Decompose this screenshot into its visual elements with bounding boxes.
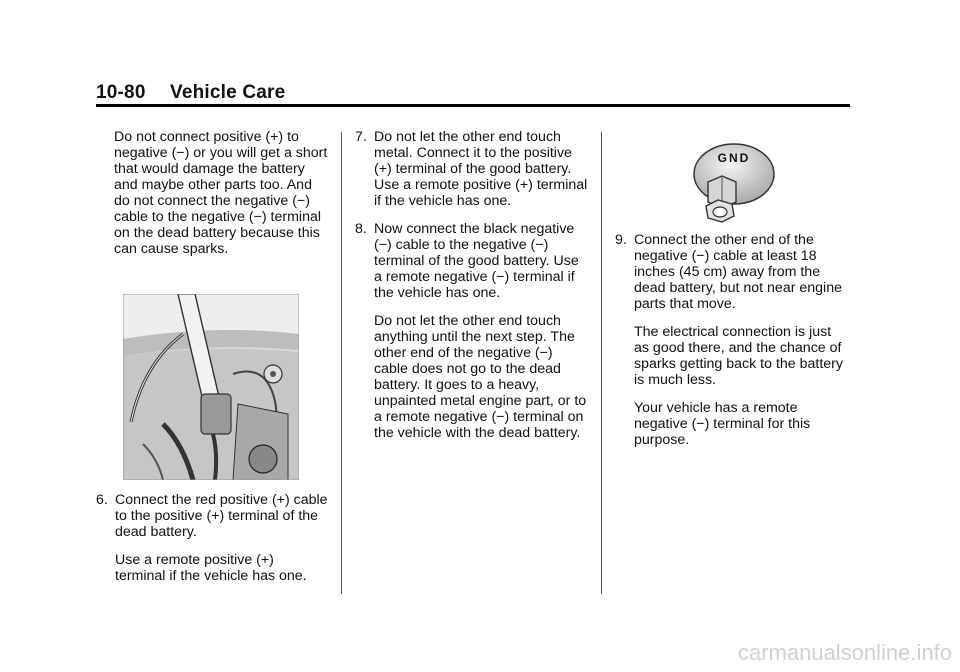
section-title: Vehicle Care (170, 82, 286, 103)
step-9-note-2: Your vehicle has a remote negative (−) terminal for this purpose. (634, 400, 811, 448)
step-text: Now connect the black negative (−) cable to the negative (−) terminal of the good battery. Use a remote negative (−) terminal if the vehicle has one. (374, 221, 579, 301)
step-text: Connect the other end of the negative (−) cable at least 18 inches (45 cm) away from the dead battery, but not near engine parts that move. (634, 232, 842, 312)
column-2 (355, 129, 590, 441)
battery-terminal-illustration (123, 294, 299, 480)
step-6-note: Use a remote positive (+) terminal if the vehicle has one. (115, 552, 307, 584)
step-number: 8. (355, 221, 367, 237)
step-9-note-1: The electrical connection is just as good there, and the chance of sparks getting back to the battery is much less. (634, 324, 843, 388)
step-number: 6. (96, 492, 108, 508)
column-1-steps (96, 492, 328, 584)
step-number: 7. (355, 129, 367, 145)
step-text: Connect the red positive (+) cable to the positive (+) terminal of the dead battery. (115, 492, 328, 540)
column-1 (96, 129, 328, 257)
step-text: Do not let the other end touch metal. Connect it to the positive (+) terminal of the good battery. Use a remote positive (+) terminal if the vehicle has one. (374, 129, 588, 209)
header-rule (96, 104, 850, 107)
step-8-note: Do not let the other end touch anything until the next step. The other end of the negative (−) cable does not go to the dead battery. It goes to a heavy, unpainted metal engine part, or to a remote negative (−) terminal on the vehicle with the dead battery. (374, 313, 587, 441)
gnd-label: GND (717, 151, 751, 165)
step-6 (96, 492, 328, 540)
page-number: 10-80 (96, 82, 146, 103)
warning-paragraph: Do not connect positive (+) to negative (−) or you will get a short that would damage the battery and maybe other parts too. And do not connect the negative (−) cable to the negative (−) terminal on the dead battery because this can cause sparks. (114, 129, 328, 257)
step-8 (355, 221, 590, 301)
page-header (96, 82, 285, 104)
step-9 (615, 232, 847, 312)
step-7 (355, 129, 590, 209)
step-number: 9. (615, 232, 627, 248)
watermark: carmanualsonline.info (737, 640, 952, 665)
column-divider-1 (341, 132, 342, 594)
ground-terminal-icon (684, 140, 780, 224)
column-3 (615, 232, 847, 448)
column-divider-2 (601, 132, 602, 594)
